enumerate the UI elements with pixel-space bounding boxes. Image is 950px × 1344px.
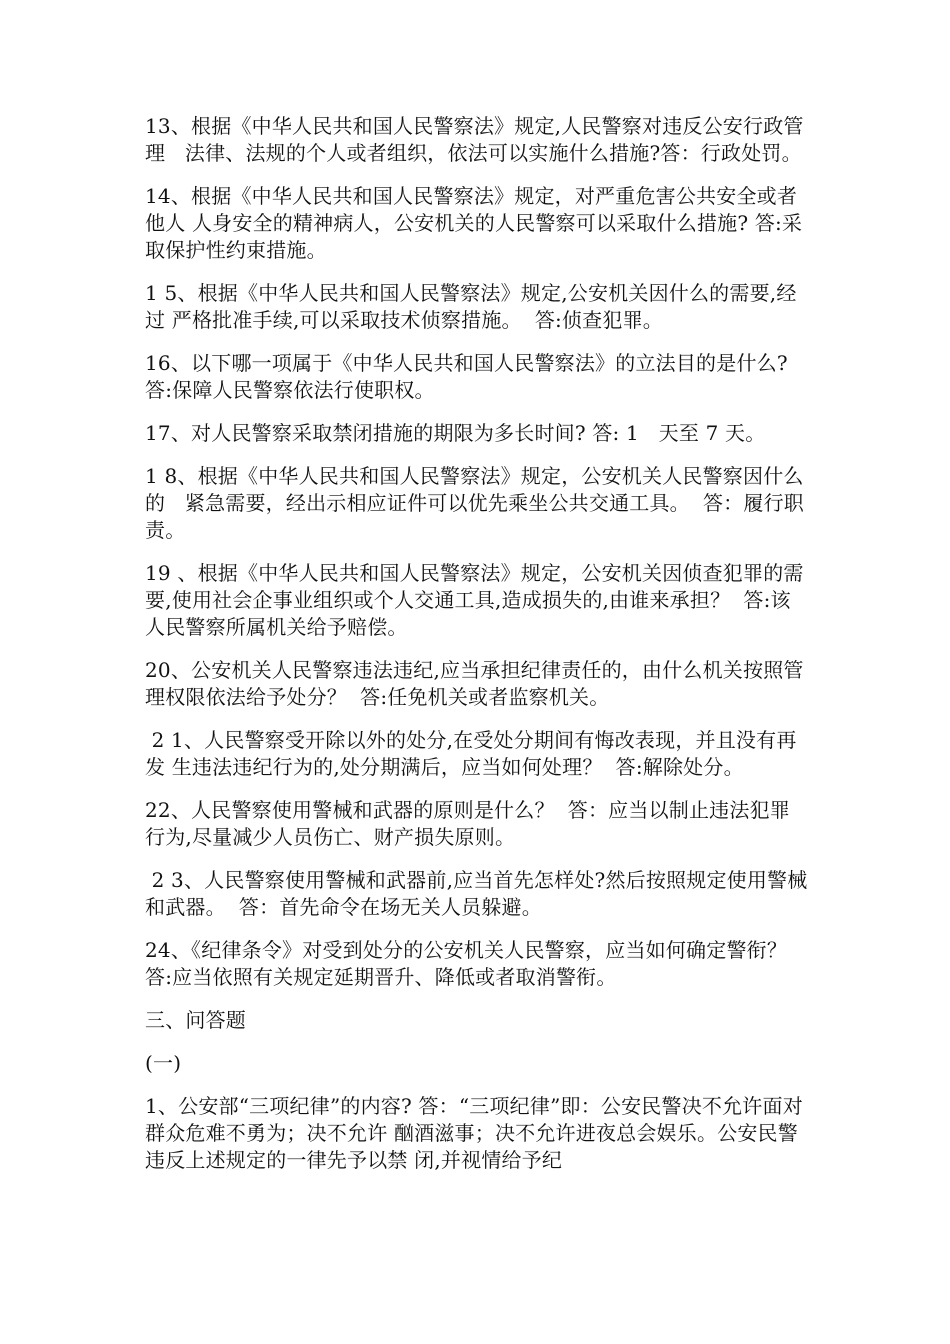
question-16: 16、以下哪一项属于《中华人民共和国人民警察法》的立法目的是什么? 答:保障人民警察依法行使职权。 <box>145 351 795 402</box>
question-24: 24、《纪律条令》对受到处分的公安机关人民警察，应当如何确定警衔？ 答:应当依照有关规定延期晋升、降低或者取消警衔。 <box>145 938 801 989</box>
question-23: 2 3、人民警察使用警械和武器前,应当首先怎样处?然后按照规定使用警械 和武器。 答：首先命令在场无关人员躲避。 <box>145 868 828 919</box>
question-13: 13、根据《中华人民共和国人民警察法》规定,人民警察对违反公安行政管理 法律、法规的个人或者组织，依法可以实施什么措施?答：行政处罚。 <box>145 114 804 165</box>
question-20: 20、公安机关人民警察违法违纪,应当承担纪律责任的，由什么机关按照管 理权限依法给予处分？ 答:任免机关或者监察机关。 <box>145 658 811 709</box>
subsection-heading: (一) <box>145 1051 182 1075</box>
question-22: 22、人民警察使用警械和武器的原则是什么？ 答：应当以制止违法犯罪行为,尽量减少人员伤亡、财产损失原则。 <box>145 798 790 849</box>
question-18: 1 8、根据《中华人民共和国人民警察法》规定，公安机关人民警察因什么的 紧急需要，经出示相应证件可以优先乘坐公共交通工具。 答：履行职责。 <box>145 464 804 542</box>
question-17: 17、对人民警察采取禁闭措施的期限为多长时间? 答: 1 天至 7 天。 <box>145 421 766 445</box>
question-15: 1 5、根据《中华人民共和国人民警察法》规定,公安机关因什么的需要,经过 严格批准手续,可以采取技术侦察措施。 答:侦查犯罪。 <box>145 281 797 332</box>
question-21: 2 1、人民警察受开除以外的处分,在受处分期间有悔改表现，并且没有再发 生违法违纪行为的,处分期满后，应当如何处理？ 答:解除处分。 <box>145 728 797 779</box>
question-14: 14、根据《中华人民共和国人民警察法》规定，对严重危害公共安全或者他人 人身安全的精神病人，公安机关的人民警察可以采取什么措施? 答:采取保护性约束措施。 <box>145 184 803 262</box>
question-19: 19 、根据《中华人民共和国人民警察法》规定，公安机关因侦查犯罪的需 要,使用社会企事业组织或个人交通工具,造成损失的,由谁来承担？ 答:该人民警察所属机关给予赔偿。 <box>145 561 824 639</box>
answer-question-1: 1、公安部“三项纪律”的内容? 答：“三项纪律”即：公安民警决不允许面对群众危难不勇为；决不允许 酗酒滋事；决不允许进夜总会娱乐。公安民警违反上述规定的一律先予以禁 闭,并视情给予纪 <box>145 1094 803 1172</box>
section-heading: 三、问答题 <box>145 1008 246 1032</box>
document-body <box>145 113 828 1190</box>
